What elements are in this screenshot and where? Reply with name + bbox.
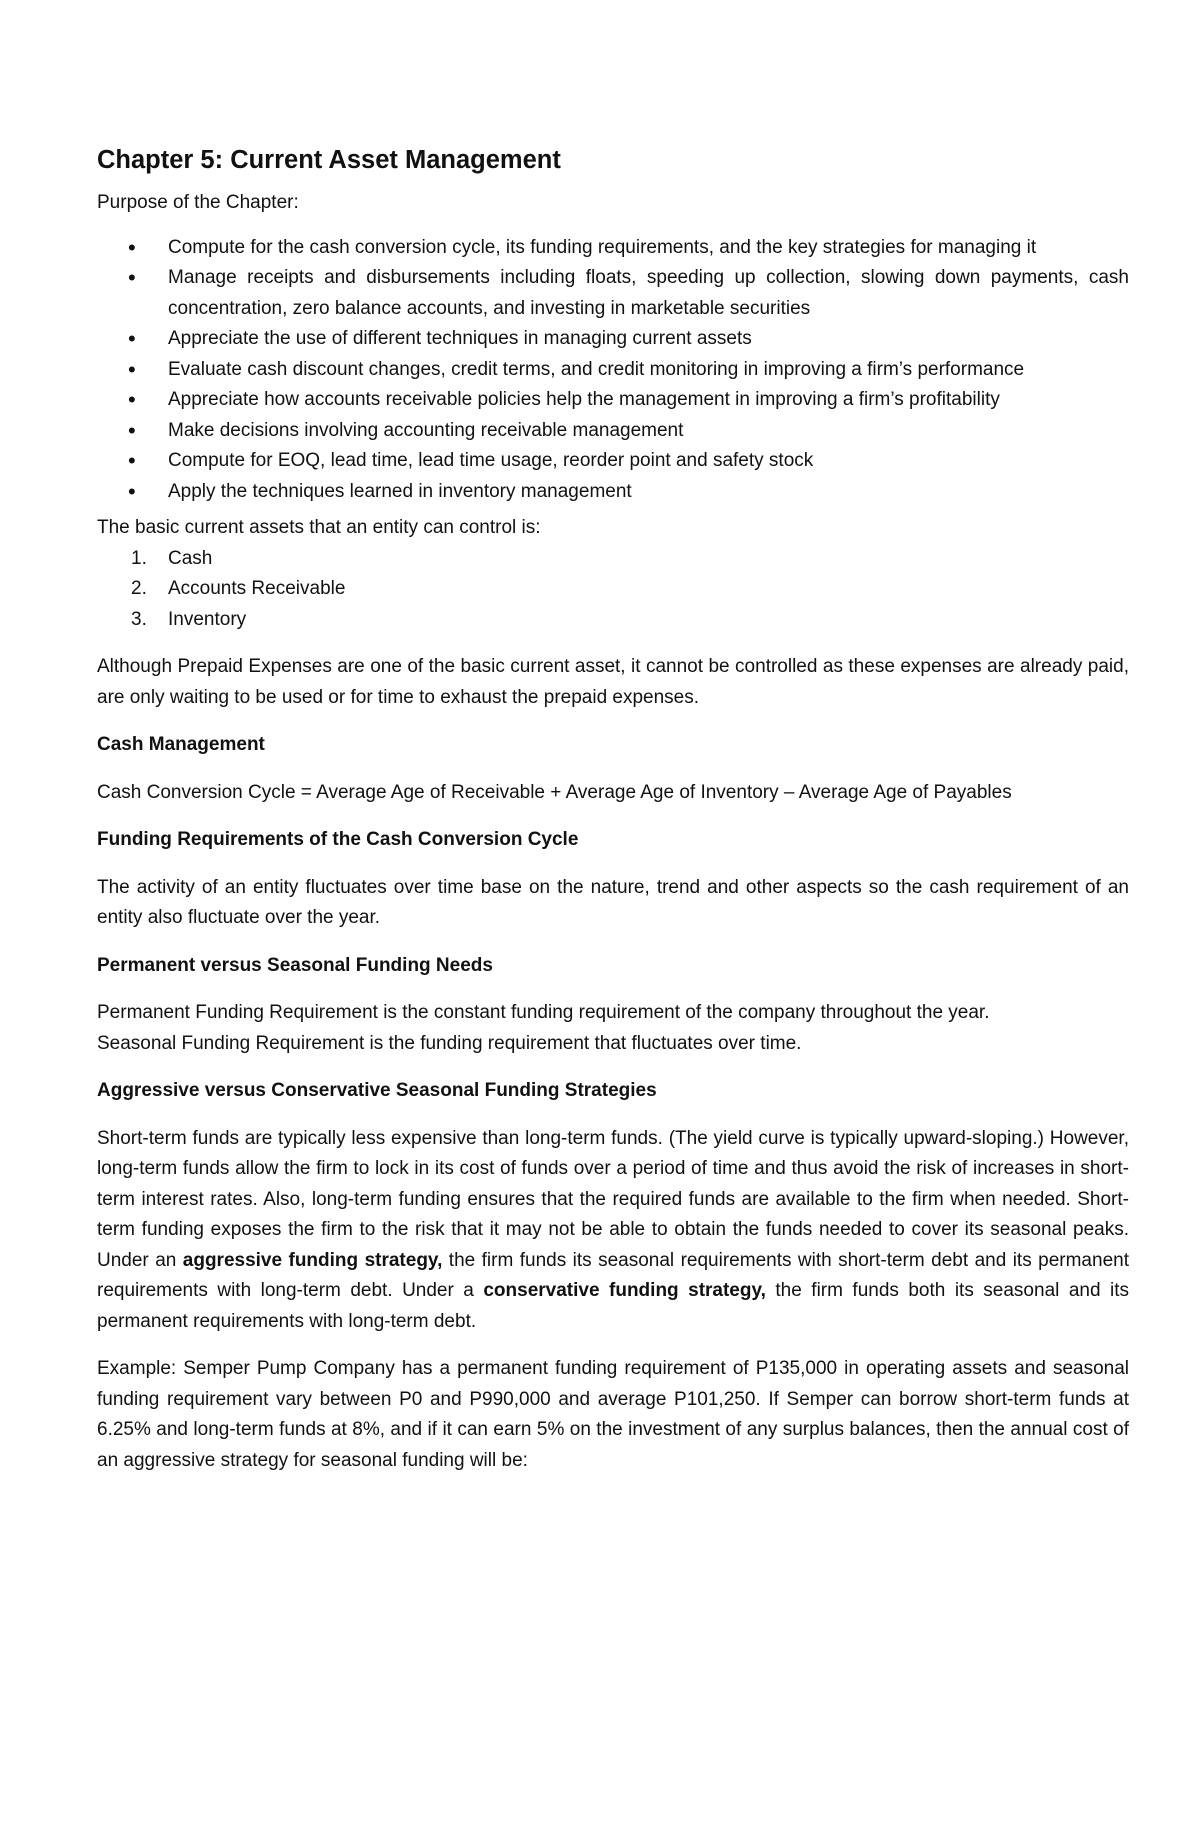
objective-item: • Compute for EOQ, lead time, lead time usage, reorder point and safety stock [97, 446, 1129, 477]
objective-item: • Make decisions involving accounting receivable management [97, 416, 1129, 447]
asset-number: 3. [131, 608, 147, 630]
asset-label: Inventory [168, 608, 247, 630]
asset-item [97, 574, 1129, 605]
cash-management-heading: Cash Management [97, 734, 265, 755]
document-page [97, 140, 1129, 1476]
asset-label: Cash [168, 547, 213, 569]
objective-item: • Apply the techniques learned in inventory management [97, 477, 1129, 508]
objective-item: • Evaluate cash discount changes, credit terms, and credit monitoring in improving a firm’s performance [97, 355, 1129, 386]
strategies-text-part: the firm funds its seasonal requirements with short-term debt and its permanent requirements with long-term debt. Under a [97, 1249, 1129, 1301]
assets-list [97, 544, 1129, 636]
objective-item: • Appreciate how accounts receivable policies help the management in improving a firm’s profitability [97, 385, 1129, 416]
strategies-text-part: the firm funds both its seasonal and its permanent requirements with long-term debt. [97, 1280, 1130, 1332]
asset-label: Accounts Receivable [168, 578, 346, 599]
cash-conversion-formula: Cash Conversion Cycle = Average Age of Receivable + Average Age of Inventory – Average Age of Payables [97, 781, 1012, 803]
purpose-label: Purpose of the Chapter: [97, 192, 299, 213]
funding-requirements-paragraph: The activity of an entity fluctuates over time base on the nature, trend and other aspects so the cash requirement of an entity also fluctuate over the year. [97, 876, 1129, 928]
objective-item: • Appreciate the use of different techniques in managing current assets [97, 324, 1129, 355]
aggressive-strategy-term: aggressive funding strategy, [182, 1249, 443, 1271]
permanent-seasonal-heading: Permanent versus Seasonal Funding Needs [97, 954, 493, 976]
seasonal-funding-line: Seasonal Funding Requirement is the funding requirement that fluctuates over time. [97, 1032, 802, 1054]
objective-item: • Compute for the cash conversion cycle, its funding requirements, and the key strategies for managing it [97, 233, 1129, 264]
prepaid-paragraph: Although Prepaid Expenses are one of the basic current asset, it cannot be controlled as these expenses are already paid, are only waiting to be used or for time to exhaust the prepaid expenses. [97, 656, 1129, 708]
strategies-paragraph [97, 1124, 1129, 1338]
strategies-heading: Aggressive versus Conservative Seasonal Funding Strategies [97, 1080, 657, 1101]
chapter-title: Chapter 5: Current Asset Management [97, 146, 561, 174]
conservative-strategy-term: conservative funding strategy, [483, 1280, 766, 1301]
asset-number: 1. [131, 547, 147, 569]
objectives-list [97, 233, 1129, 508]
asset-item [97, 605, 1129, 636]
funding-requirements-heading: Funding Requirements of the Cash Conversion Cycle [97, 829, 579, 850]
example-paragraph: Example: Semper Pump Company has a permanent funding requirement of P135,000 in operating assets and seasonal funding requirement vary between P0 and P990,000 and average P101,250. If Semper can borrow short-term funds at 6.25% and long-term funds at 8%, and if it can earn 5% on the investment of any surplus balances, then the annual cost of an aggressive strategy for seasonal funding will be: [97, 1358, 1129, 1471]
objective-item: • Manage receipts and disbursements including floats, speeding up collection, slowing down payments, cash concentration, zero balance accounts, and investing in marketable securities [97, 263, 1129, 324]
assets-intro: The basic current assets that an entity can control is: [97, 517, 541, 538]
permanent-funding-line: Permanent Funding Requirement is the constant funding requirement of the company throughout the year. [97, 1002, 990, 1023]
asset-number: 2. [131, 578, 147, 599]
strategies-text-part: Short-term funds are typically less expensive than long-term funds. (The yield curve is typically upward-sloping.) However, long-term funds allow the firm to lock in its cost of funds over a period of time and thus avoid the risk of increases in short-term interest rates. Also, long-term funding ensures that the required funds are available to the firm when needed. Short-term funding exposes the firm to the risk that it may not be able to obtain the funds needed to cover its seasonal peaks. Under an [97, 1127, 1129, 1271]
asset-item [97, 544, 1129, 575]
